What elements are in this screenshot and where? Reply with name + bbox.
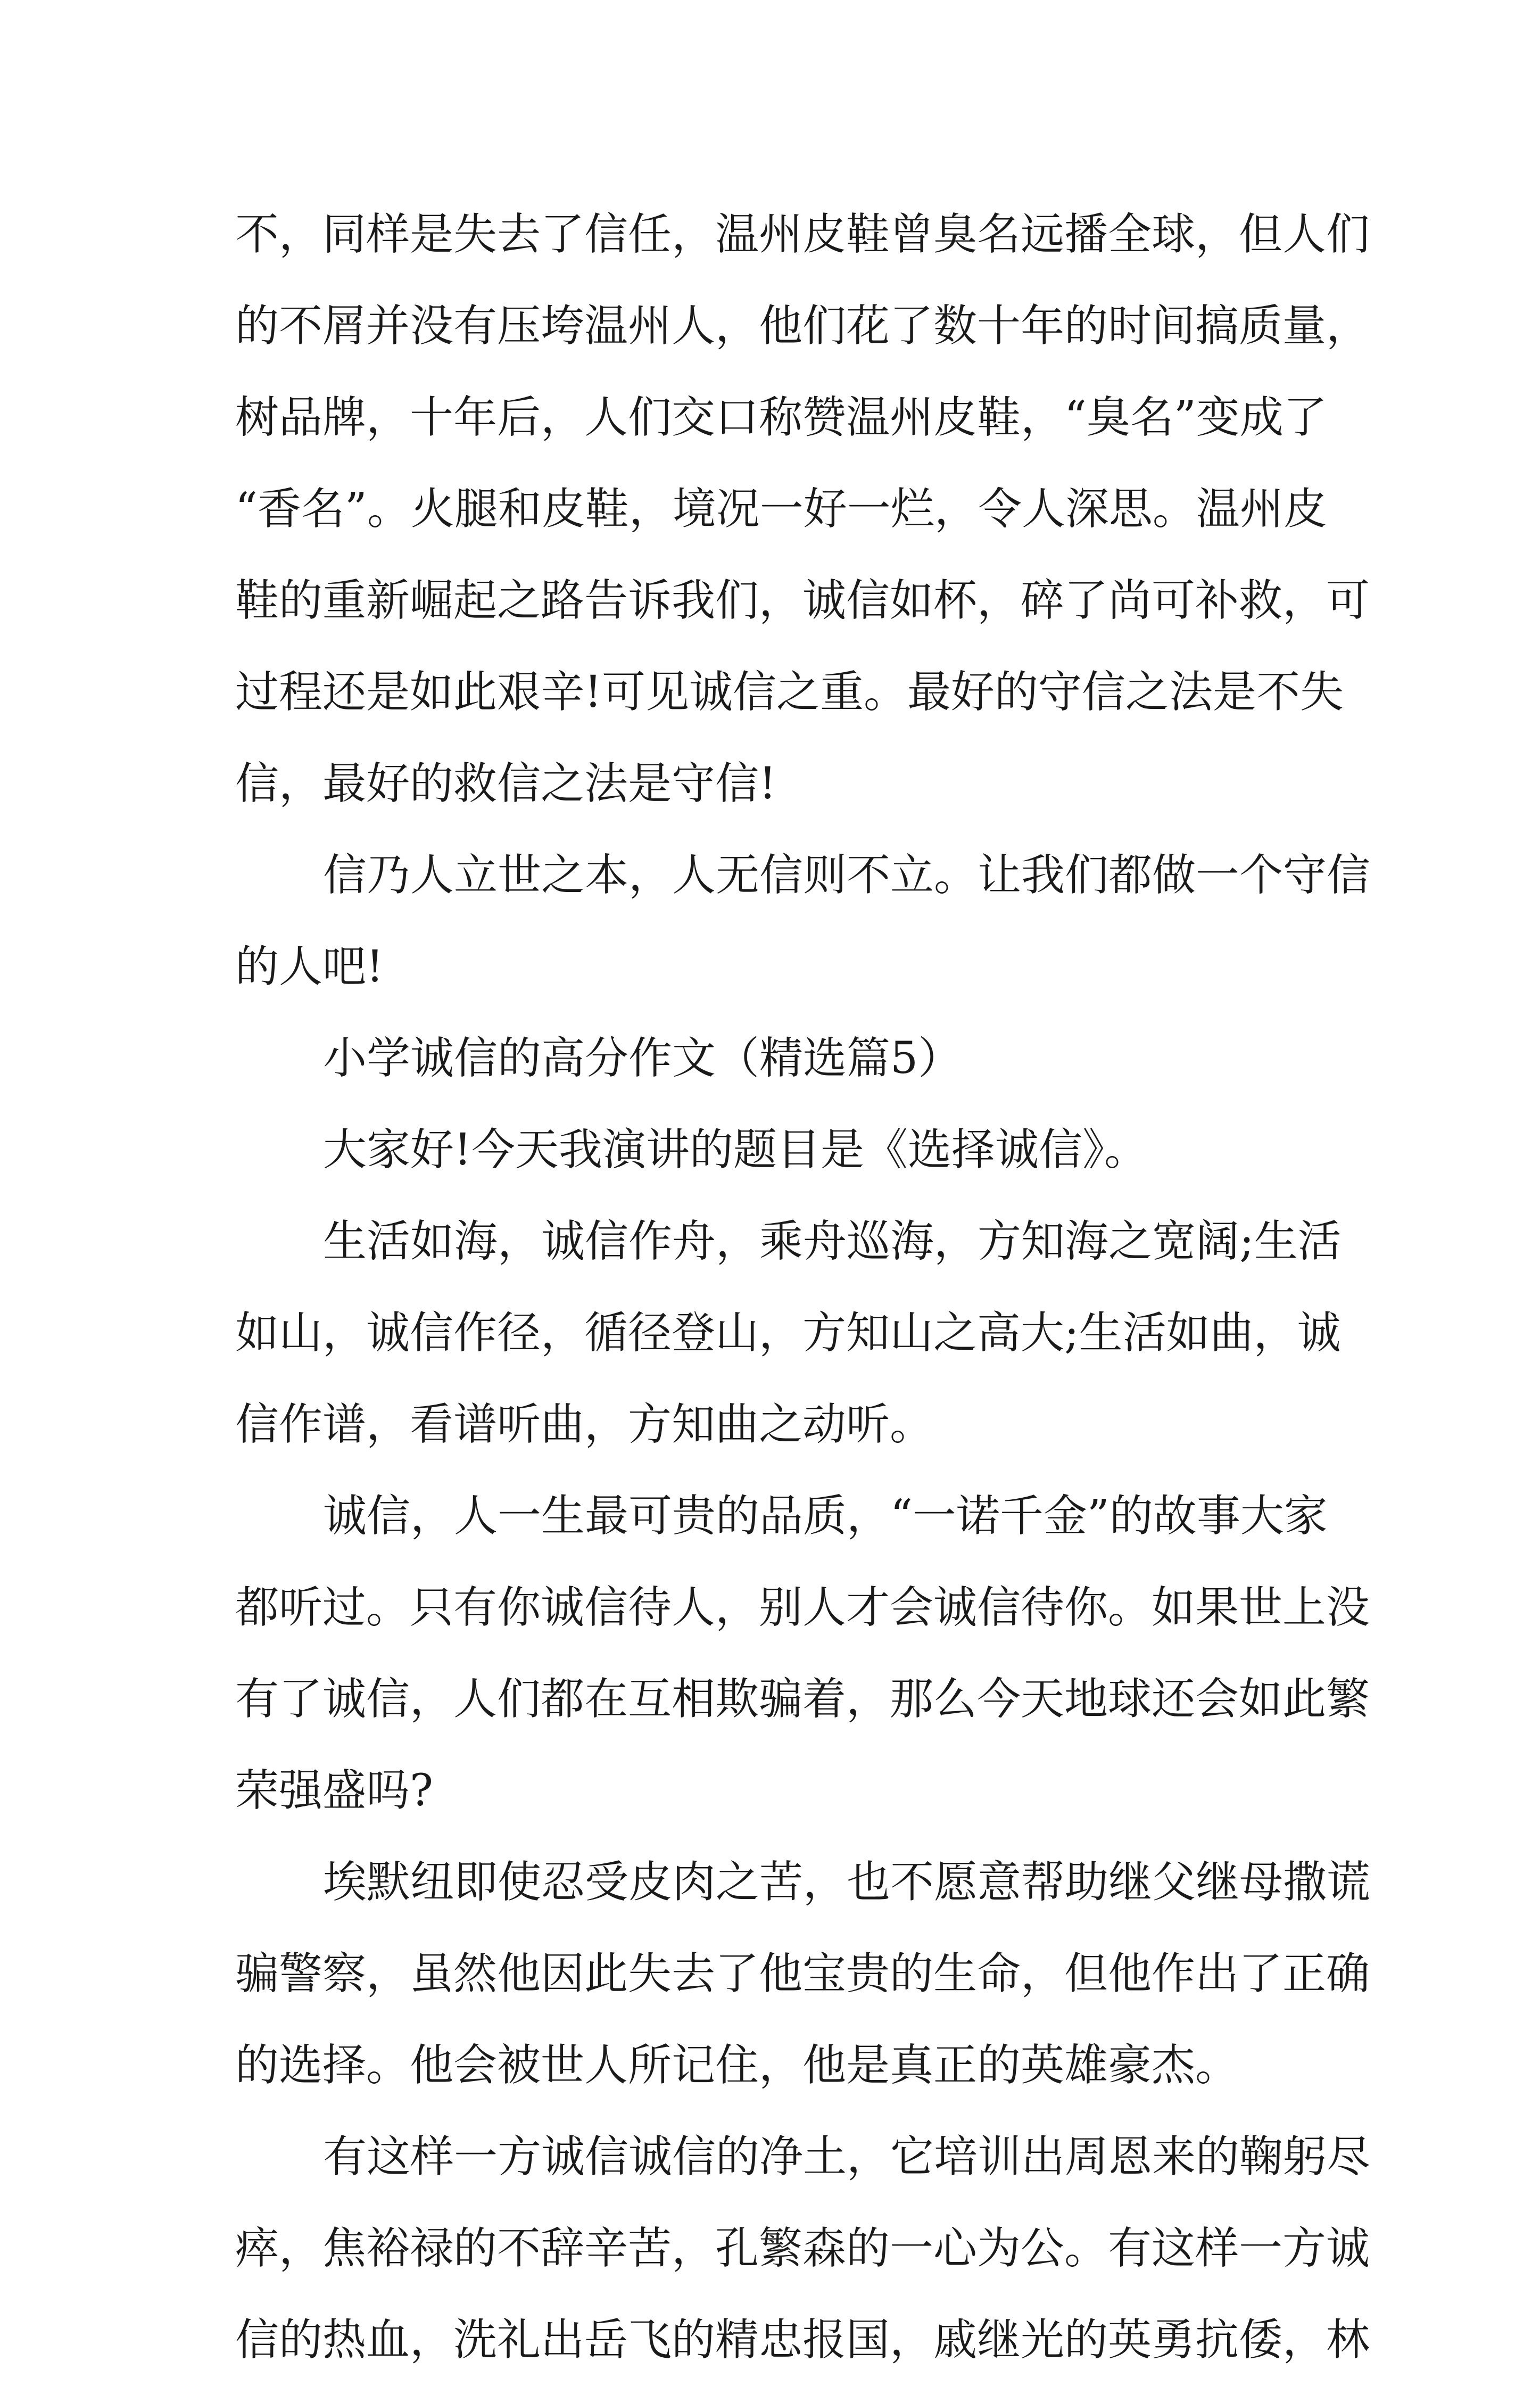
text-line: “香名”。火腿和皮鞋，境况一好一烂，令人深思。温州皮 [235, 484, 1327, 534]
text-line: 树品牌，十年后，人们交口称赞温州皮鞋，“臭名”变成了 [235, 392, 1327, 443]
section-title: 小学诚信的高分作文（精选篇5） [323, 1033, 962, 1084]
text-line: 都听过。只有你诚信待人，别人才会诚信待你。如果世上没 [235, 1582, 1370, 1633]
text-line: 信，最好的救信之法是守信! [235, 758, 776, 809]
text-line: 信的热血，洗礼出岳飞的精忠报国，戚继光的英勇抗倭，林 [235, 2315, 1370, 2365]
text-line: 过程还是如此艰辛!可见诚信之重。最好的守信之法是不失 [235, 667, 1344, 717]
text-line: 信作谱，看谱听曲，方知曲之动听。 [235, 1399, 934, 1450]
paragraph-first-line: 生活如海，诚信作舟，乘舟巡海，方知海之宽阔;生活 [323, 1216, 1342, 1267]
text-line: 的选择。他会被世人所记住，他是真正的英雄豪杰。 [235, 2040, 1239, 2091]
text-line: 骗警察，虽然他因此失去了他宝贵的生命，但他作出了正确 [235, 1949, 1370, 1999]
text-line: 瘁，焦裕禄的不辞辛苦，孔繁森的一心为公。有这样一方诚 [235, 2223, 1370, 2274]
body-text [235, 189, 1371, 2386]
paragraph-first-line: 信乃人立世之本，人无信则不立。让我们都做一个守信 [323, 850, 1371, 901]
text-line: 的人吧! [235, 942, 384, 992]
text-line: 荣强盛吗? [235, 1765, 433, 1816]
paragraph-first-line: 诚信，人一生最可贵的品质，“一诺千金”的故事大家 [323, 1491, 1328, 1541]
text-line: 有了诚信，人们都在互相欺骗着，那么今天地球还会如此繁 [235, 1674, 1370, 1724]
paragraph-first-line: 大家好!今天我演讲的题目是《选择诚信》。 [323, 1125, 1148, 1175]
text-line: 的不屑并没有压垮温州人，他们花了数十年的时间搞质量， [235, 301, 1370, 351]
paragraph-first-line: 埃默纽即使忍受皮肉之苦，也不愿意帮助继父继母撒谎 [323, 1857, 1371, 1908]
text-line: 如山，诚信作径，循径登山，方知山之高大;生活如曲，诚 [235, 1308, 1341, 1358]
text-line: 不，同样是失去了信任，温州皮鞋曾臭名远播全球，但人们 [235, 209, 1370, 260]
paragraph-first-line: 有这样一方诚信诚信的净土，它培训出周恩来的鞠躬尽 [323, 2132, 1371, 2182]
text-line: 鞋的重新崛起之路告诉我们，诚信如杯，碎了尚可补救，可 [235, 575, 1370, 626]
